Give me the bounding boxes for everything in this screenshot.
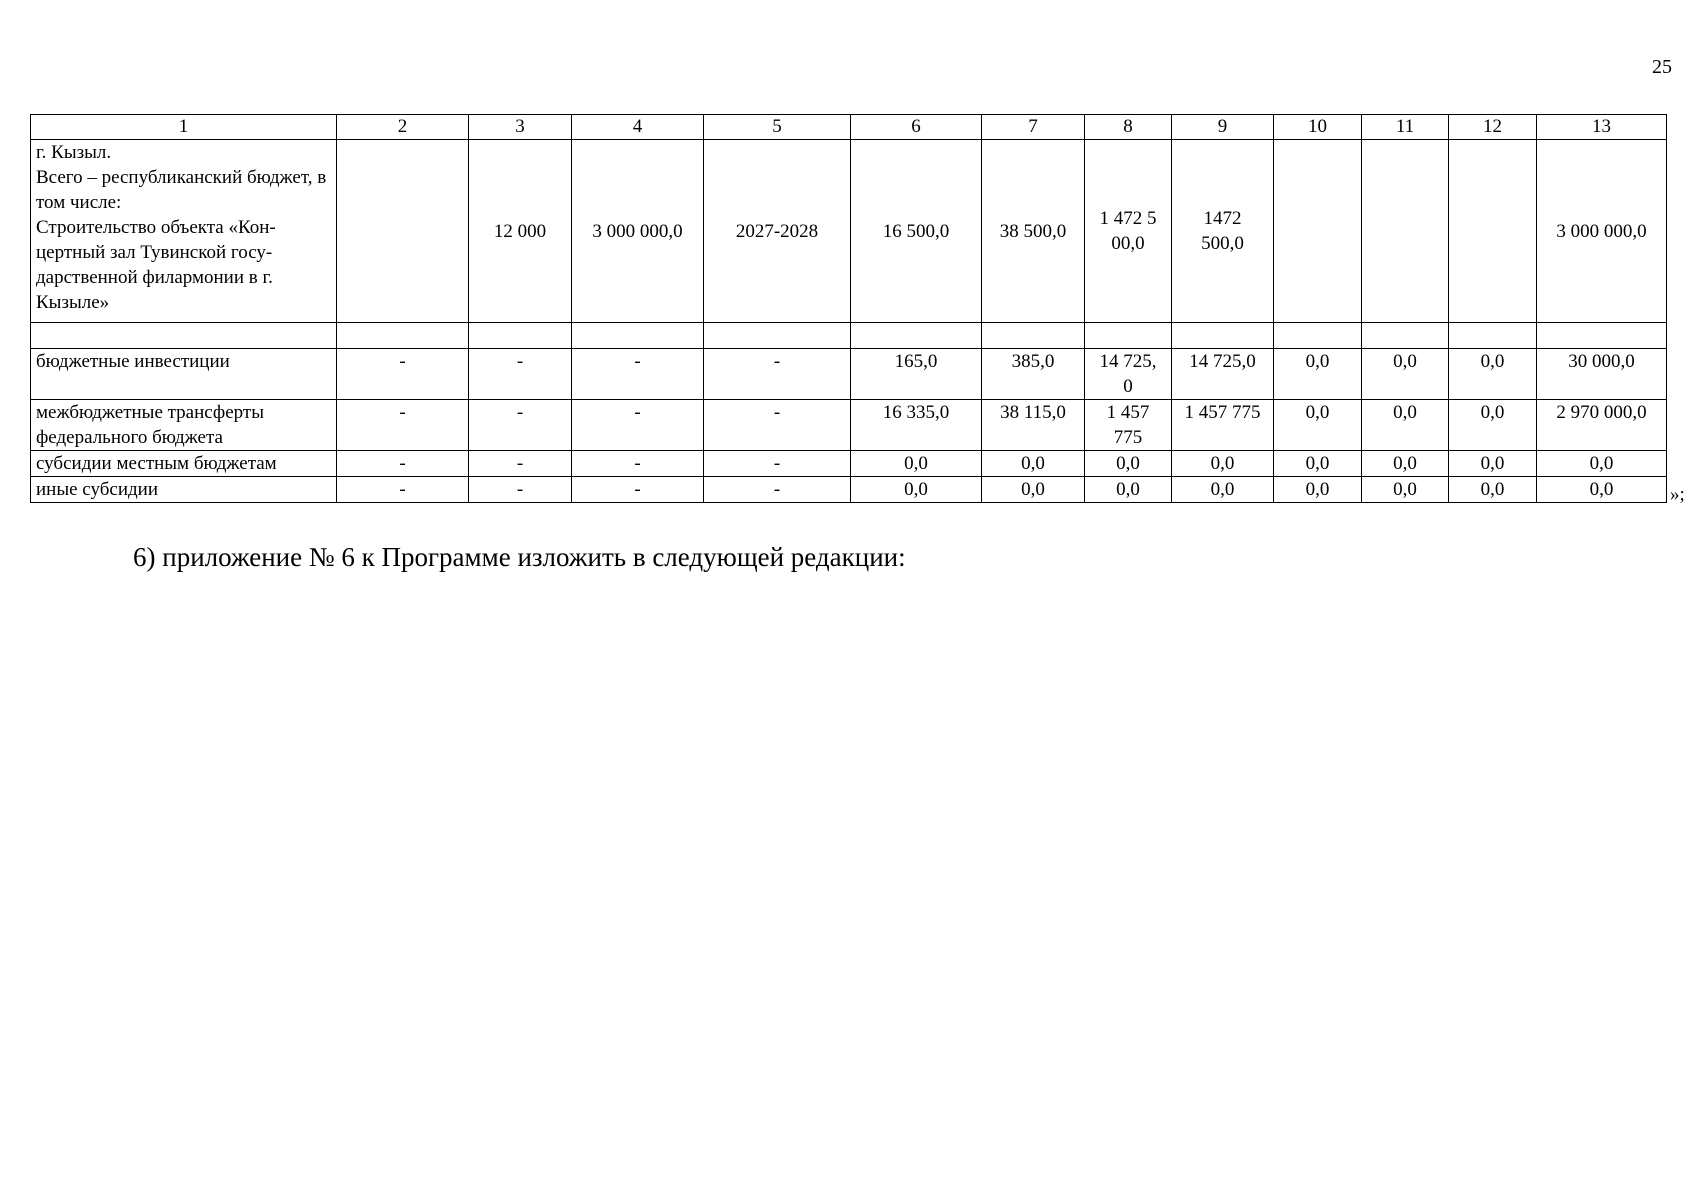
value-cell	[1085, 477, 1172, 503]
value-cell	[704, 451, 851, 477]
value-cell	[337, 451, 469, 477]
value-text: 0,0	[1305, 351, 1330, 372]
table-body	[31, 115, 1667, 503]
value-cell	[572, 400, 704, 451]
blank-cell	[851, 323, 982, 349]
value-text: -	[773, 453, 781, 474]
closing-quote-mark: »;	[1670, 484, 1685, 505]
value-text: 30 000,0	[1568, 351, 1635, 372]
blank-cell	[337, 323, 469, 349]
column-number-row	[31, 115, 1667, 140]
value-text: -	[516, 453, 524, 474]
value-text: 0,0	[1480, 351, 1505, 372]
value-cell	[337, 400, 469, 451]
value-text: 0,0	[1589, 479, 1614, 500]
value-cell	[1449, 400, 1537, 451]
value-text: 0,0	[1589, 453, 1614, 474]
value-text: 12 000	[493, 220, 547, 242]
row-name-cell: субсидии местным бюджетам	[31, 451, 337, 477]
value-text: 1 457 775	[1106, 402, 1150, 448]
value-cell	[1274, 451, 1362, 477]
value-cell	[1085, 349, 1172, 400]
value-text: 0,0	[1480, 453, 1505, 474]
value-text: 0,0	[1021, 453, 1045, 474]
value-text: 165,0	[894, 351, 938, 372]
value-cell	[1085, 400, 1172, 451]
paragraph-text: 6) приложение № 6 к Программе изложить в следующей редакции:	[133, 542, 906, 572]
value-cell	[337, 477, 469, 503]
value-text: 1 457 775	[1184, 402, 1261, 423]
column-number-cell: 10	[1274, 115, 1362, 140]
value-cell	[1172, 400, 1274, 451]
blank-cell	[572, 323, 704, 349]
value-text: 1 472 5 00,0	[1099, 208, 1157, 254]
value-cell	[1172, 451, 1274, 477]
value-cell	[982, 477, 1085, 503]
value-cell	[851, 477, 982, 503]
column-number-cell: 4	[572, 115, 704, 140]
row-name-cell: бюджетные инвестиции	[31, 349, 337, 400]
value-cell	[572, 477, 704, 503]
value-cell	[1449, 451, 1537, 477]
value-cell	[469, 140, 572, 323]
value-text: -	[516, 402, 524, 423]
blank-cell	[1085, 323, 1172, 349]
value-text: 14 725,0	[1189, 351, 1256, 372]
blank-cell	[1172, 323, 1274, 349]
value-cell	[1537, 477, 1667, 503]
value-cell	[1537, 140, 1667, 323]
table-row	[31, 477, 1667, 503]
table-row	[31, 140, 1667, 323]
value-cell	[704, 400, 851, 451]
value-text: 0,0	[904, 453, 928, 474]
value-cell	[337, 140, 469, 323]
blank-cell	[1537, 323, 1667, 349]
value-cell	[851, 451, 982, 477]
value-text: -	[773, 351, 781, 372]
value-text: 0,0	[1393, 402, 1417, 423]
value-text: 0,0	[1021, 479, 1045, 500]
value-text: 0,0	[1116, 479, 1140, 500]
value-cell	[469, 477, 572, 503]
value-text: 0,0	[1210, 453, 1235, 474]
value-cell	[1085, 140, 1172, 323]
blank-cell	[1449, 323, 1537, 349]
row-name-cell: межбюджетные трансферты федерального бюджета	[31, 400, 337, 451]
value-cell	[1274, 477, 1362, 503]
value-cell	[851, 140, 982, 323]
value-cell	[1085, 451, 1172, 477]
value-text: -	[634, 351, 641, 372]
row-name-cell	[31, 140, 337, 323]
value-cell	[337, 349, 469, 400]
value-text: 3 000 000,0	[1556, 220, 1647, 242]
table-row	[31, 400, 1667, 451]
column-number-cell: 8	[1085, 115, 1172, 140]
value-cell	[982, 451, 1085, 477]
value-cell	[572, 349, 704, 400]
value-cell	[704, 140, 851, 323]
value-cell	[572, 140, 704, 323]
value-text: 0,0	[1480, 479, 1505, 500]
value-text: 38 500,0	[999, 220, 1067, 242]
blank-cell	[704, 323, 851, 349]
value-text: 3 000 000,0	[592, 220, 683, 242]
value-cell	[704, 349, 851, 400]
blank-row	[31, 323, 1667, 349]
value-text: 14 725, 0	[1099, 351, 1157, 397]
value-cell	[851, 349, 982, 400]
value-text: 0,0	[904, 479, 928, 500]
value-text: 0,0	[1116, 453, 1140, 474]
value-cell	[572, 451, 704, 477]
value-text: 0,0	[1393, 351, 1417, 372]
value-text: 16 500,0	[882, 220, 950, 242]
value-text: 385,0	[1011, 351, 1055, 372]
value-cell	[469, 451, 572, 477]
column-number-cell: 9	[1172, 115, 1274, 140]
value-cell	[1362, 349, 1449, 400]
value-text: 0,0	[1393, 453, 1417, 474]
page-number: 25	[1652, 56, 1672, 78]
value-text: 2027-2028	[735, 220, 819, 242]
blank-cell	[469, 323, 572, 349]
column-number-cell: 5	[704, 115, 851, 140]
value-cell	[1362, 451, 1449, 477]
budget-table	[30, 114, 1667, 503]
column-number-cell: 7	[982, 115, 1085, 140]
value-text: -	[634, 453, 641, 474]
value-cell	[1274, 140, 1362, 323]
blank-cell	[31, 323, 337, 349]
value-text: -	[634, 402, 641, 423]
value-text: 2 970 000,0	[1556, 402, 1647, 423]
value-cell	[982, 349, 1085, 400]
value-text: 0,0	[1305, 453, 1330, 474]
value-cell	[1172, 140, 1274, 323]
value-text: 1472 500,0	[1201, 208, 1244, 254]
value-text: 38 115,0	[1000, 402, 1066, 423]
value-cell	[851, 400, 982, 451]
value-cell	[1449, 349, 1537, 400]
value-cell	[1362, 477, 1449, 503]
blank-cell	[982, 323, 1085, 349]
row-name-text: г. Кызыл. Всего – республиканский бюджет, в том числе: Строительство объекта «Кон-цертный зал Тувинской госу-дарственной филармонии в г. Кызыле»	[36, 142, 327, 313]
value-text: -	[773, 479, 781, 500]
blank-cell	[1362, 323, 1449, 349]
value-cell	[704, 477, 851, 503]
value-cell	[1362, 400, 1449, 451]
value-text: 0,0	[1480, 402, 1505, 423]
value-text: -	[399, 453, 406, 474]
value-cell	[1537, 400, 1667, 451]
value-text: 0,0	[1305, 479, 1330, 500]
value-cell	[1362, 140, 1449, 323]
value-text: -	[634, 479, 641, 500]
value-cell	[469, 400, 572, 451]
value-cell	[469, 349, 572, 400]
blank-cell	[1274, 323, 1362, 349]
row-name-cell: иные субсидии	[31, 477, 337, 503]
value-text: -	[516, 479, 524, 500]
column-number-cell: 12	[1449, 115, 1537, 140]
value-text: 0,0	[1393, 479, 1417, 500]
value-cell	[1449, 140, 1537, 323]
column-number-cell: 11	[1362, 115, 1449, 140]
value-text: -	[773, 402, 781, 423]
value-text: -	[399, 351, 406, 372]
value-text: 0,0	[1210, 479, 1235, 500]
column-number-cell: 2	[337, 115, 469, 140]
value-text: -	[399, 479, 406, 500]
table-row	[31, 451, 1667, 477]
value-cell	[1537, 349, 1667, 400]
value-text: -	[516, 351, 524, 372]
value-text: 0,0	[1305, 402, 1330, 423]
value-cell	[982, 140, 1085, 323]
column-number-cell: 3	[469, 115, 572, 140]
value-cell	[1172, 477, 1274, 503]
column-number-cell: 1	[31, 115, 337, 140]
column-number-cell: 6	[851, 115, 982, 140]
value-cell	[1537, 451, 1667, 477]
column-number-cell: 13	[1537, 115, 1667, 140]
value-cell	[1274, 400, 1362, 451]
value-cell	[1449, 477, 1537, 503]
value-cell	[1172, 349, 1274, 400]
value-text: -	[399, 402, 406, 423]
value-cell	[1274, 349, 1362, 400]
value-cell	[982, 400, 1085, 451]
value-text: 16 335,0	[882, 402, 950, 423]
table-row	[31, 349, 1667, 400]
